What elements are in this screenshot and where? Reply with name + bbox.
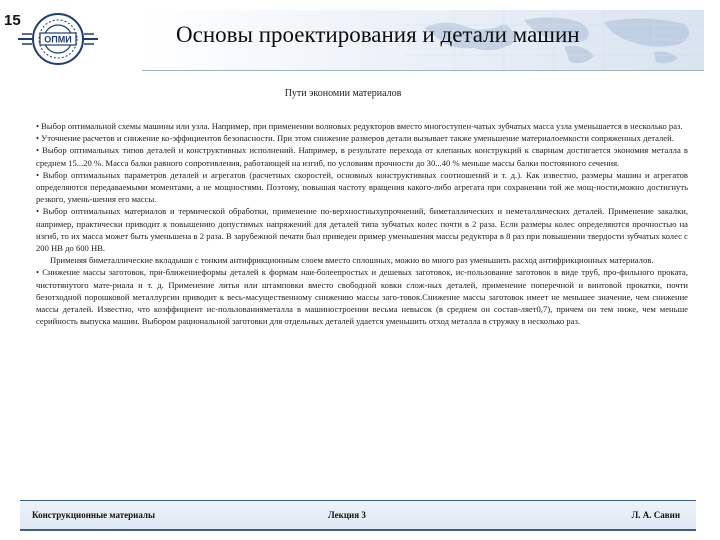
slide-number: 15	[4, 12, 21, 29]
footer-author: Л. А. Савин	[631, 510, 680, 520]
paragraph: • Выбор оптимальных параметров деталей и агрегатов (расчетных скоростей, основных конструктивных соотношений и т. д.). Как известно, размеры машин и агрегатов определяются передаваемыми моментами, а не мощностями. Поэтому, повышая частоту вращения какого-либо агрегата при сохранении той же мощ-ности,можно достигнуть резкого, умень-шения его массы.	[36, 169, 688, 205]
body-text	[36, 120, 688, 327]
paragraph: Применяя биметаллические вкладыши с тонким антифрикционным слоем вместо сплошных, можно во много раз уменьшить расход антифрикционных материалов.	[50, 255, 654, 266]
footer-course: Конструкционные материалы	[32, 510, 155, 520]
footer-lecture: Лекция 3	[328, 510, 366, 520]
paragraph: • Выбор оптимальной схемы машины или узла. Например, при применении волновых редукторов вместо многоступен-чатых зубчатых масса узла уменьшается в несколько раз.	[36, 121, 683, 131]
slide-title: Основы проектирования и детали машин	[176, 22, 580, 47]
footer-bar	[20, 500, 696, 531]
paragraph: • Выбор оптимальных материалов и термической обработки, применение по-верхностныхупрочнений, биметаллических и неметаллических деталей. Применение закалки, например, практически приводит к повышению допустимых напряжений для деталей типа зубчатых колес почти в 2 раза. Если размеры колес определяются прочностью на изгиб, то их масса может быть уменьшена в 2 раза. В зарубежной печати был приведен пример уменьшения массы редуктора в 8 раз при повышении твердости зубчатых колес с 200 НВ до 600 НВ.	[36, 206, 688, 254]
paragraph: • Уточнение расчетов и снижение ко-эффициентов безопасности. При этом снижение размеров детали вызывает также уменьшение материалоемкости сопряженных деталей.	[36, 133, 674, 144]
slide-subtitle: Пути экономии материалов	[284, 88, 402, 99]
paragraph: • Выбор оптимальных типов деталей и конструктивных исполнений. Например, в результате перехода от клепаных конструкций к сварным достигается экономия металла в среднем 15...20 %. Масса балки равного сопротивления, работающей на изгиб, по условиям прочности до 30...40 % меньше массы балки постоянного сечения.	[36, 145, 688, 168]
logo-text: ОПМИ	[44, 34, 72, 45]
paragraph: • Снижение массы заготовок, при-ближениеформы деталей к формам наи-болеепростых и дешевых заготовок, ис-пользование заготовок в виде труб, про-фильного проката, чистотянутого мате-риала и т. д. Применение литья или штамповки вместо свободной ковки слож-ных деталей, применение поперечной и винтовой прокатки, почти безотходной порошковой металлургии приводит к весь-масущественному снижению массы заго-товок.Снижение массы заготовок имеет не меньшее значение, чем снижение массы деталей. Известно, что коэффициент ис-пользованияметалла в машиностроении весьма невысок (в среднем он состав-ляет0,7), причем он тем ниже, чем меньше серийность выпуска машин. Выбором рациональной заготовки для отдельных деталей удается уменьшить отход металла в стружку в несколько раз.	[36, 267, 688, 327]
logo-emblem	[18, 8, 98, 70]
title-divider	[142, 70, 704, 71]
